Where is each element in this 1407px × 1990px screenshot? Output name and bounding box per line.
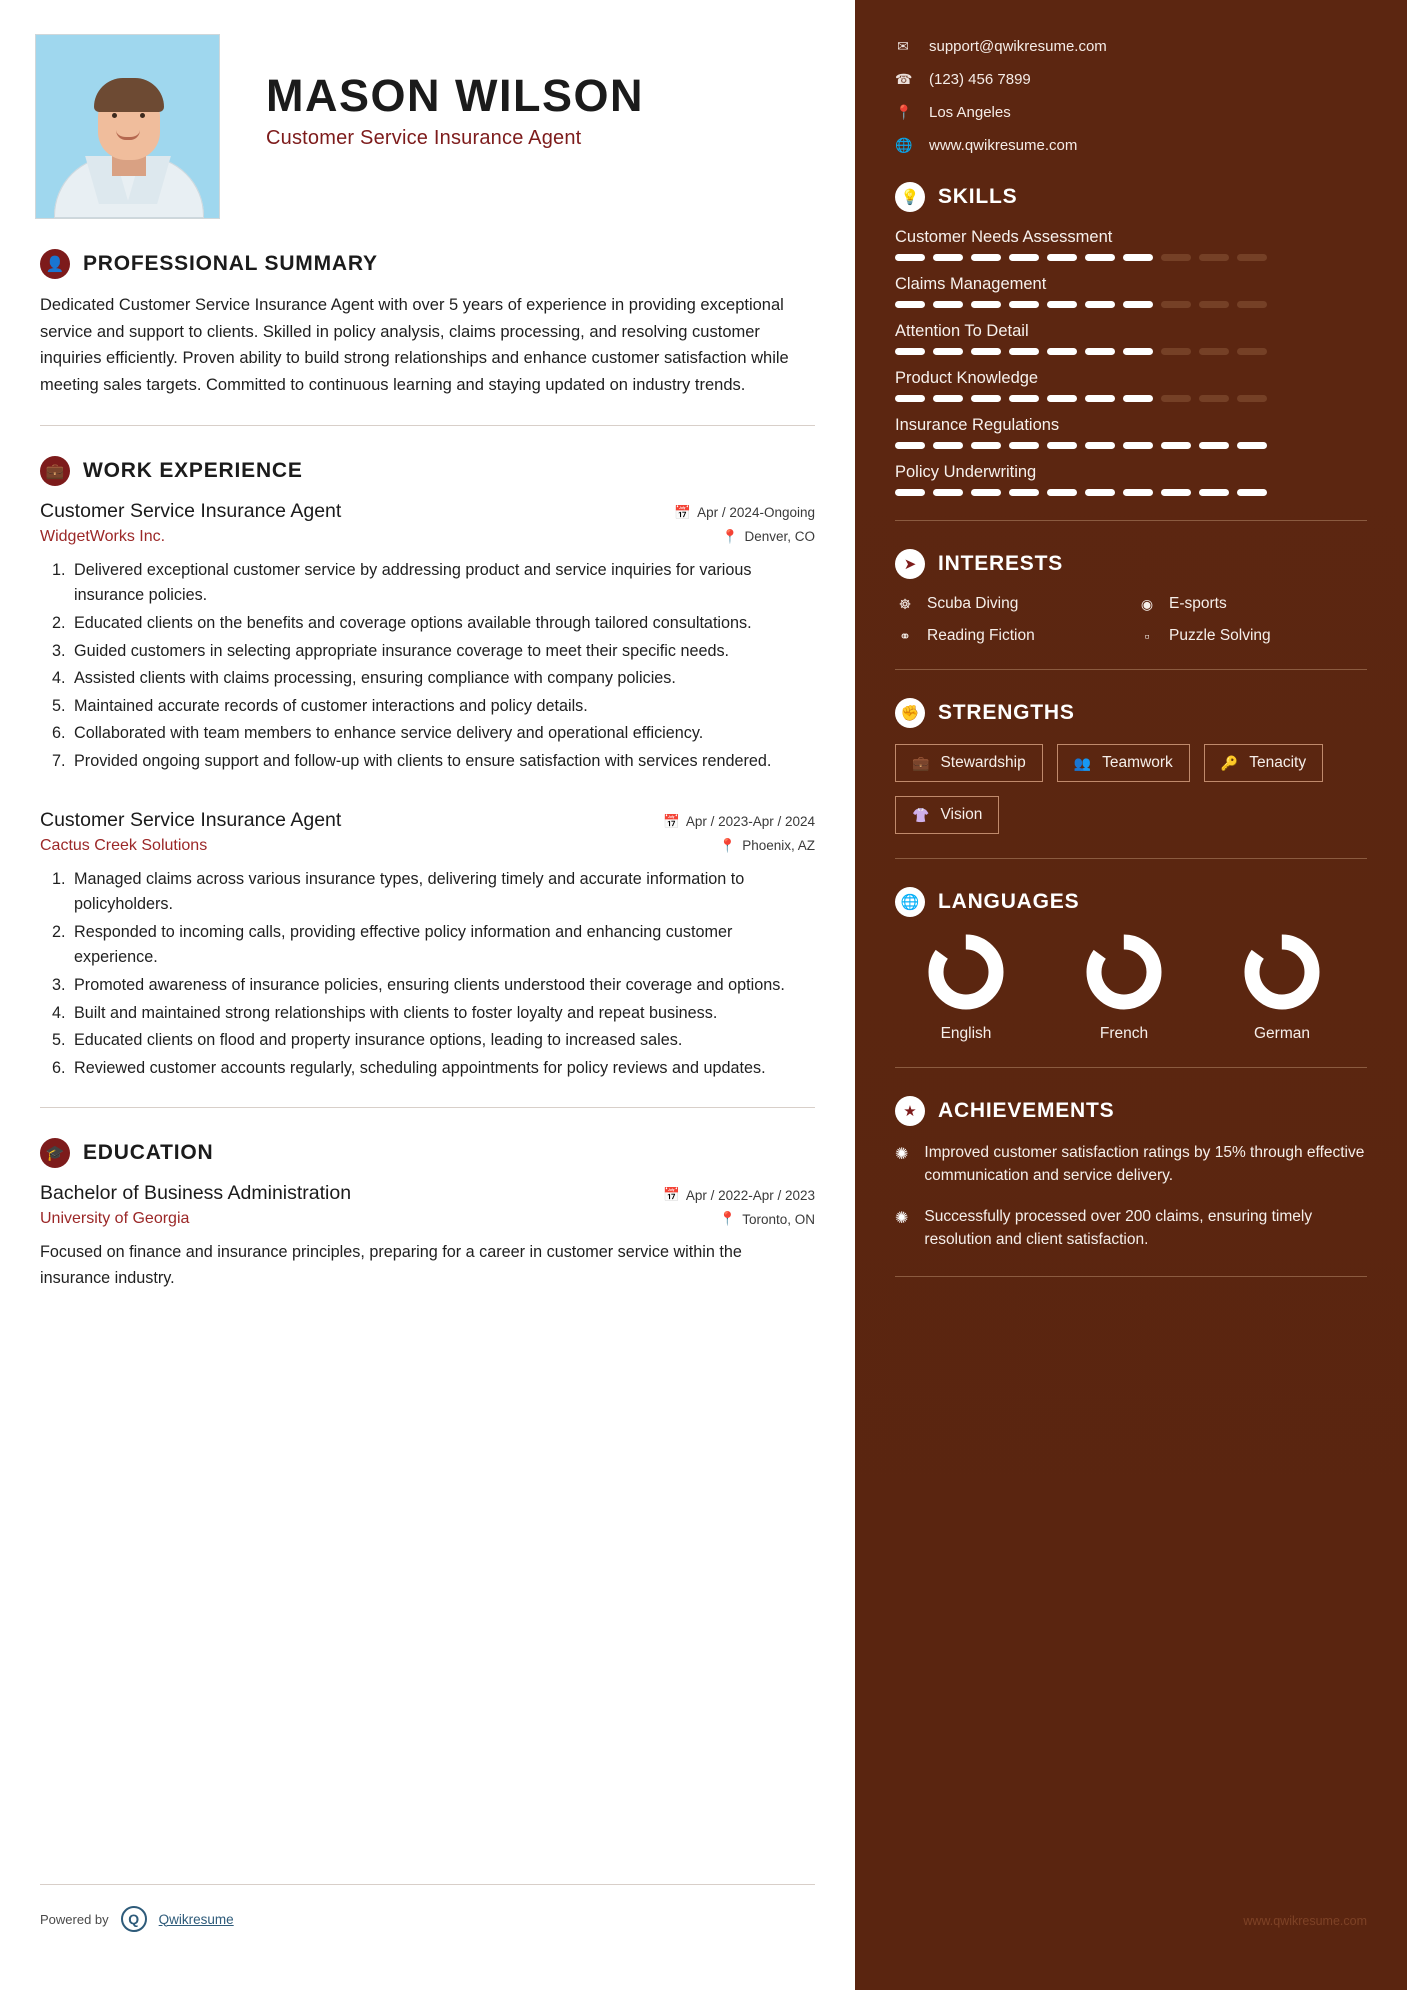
calendar-icon: 📅 [674,504,692,520]
qwikresume-logo-icon: Q [121,1906,147,1932]
resume-header [40,28,815,219]
skill-item [895,416,1367,449]
list-item: 4. Built and maintained strong relationships with clients to foster loyalty and repeat business. [70,1001,815,1027]
powered-by-label: Powered by [40,1911,109,1927]
skill-label: Policy Underwriting [895,463,1037,481]
section-header [895,182,1367,212]
skill-rating [895,489,1367,496]
page-title: MASON WILSON [266,70,644,121]
job-role: Customer Service Insurance Agent [40,499,342,522]
skill-item [895,228,1367,261]
language-progress-ring [927,933,1005,1011]
divider [40,1107,815,1108]
location-pin-icon: 📍 [721,528,739,544]
location-pin-icon: 📍 [895,104,913,120]
job-bullets [40,558,815,775]
language-progress-ring [1243,933,1321,1011]
interest-item: ☸ Scuba Diving [895,595,1125,613]
section-title: EDUCATION [83,1141,214,1165]
contact-list [895,38,1367,154]
lightbulb-icon: 💡 [895,182,925,212]
language-item [1063,933,1185,1043]
skill-item [895,369,1367,402]
work-entry [40,809,815,1082]
language-label: French [1099,1025,1149,1042]
skill-label: Attention To Detail [895,322,1029,340]
location-pin-icon: 📍 [719,837,737,853]
education-description: Focused on finance and insurance principles, preparing for a career in customer service within the insurance industry. [40,1243,742,1287]
education-location: 📍 Toronto, ON [719,1211,815,1227]
section-achievements [895,1096,1367,1252]
summary-text: Dedicated Customer Service Insurance Agent with over 5 years of experience in providing exceptional service and support to clients. Skilled in policy analysis, claims processing, and resolving customer inquiries efficiently. Proven ability to build strong relationships and enhance customer satisfaction while meeting sales targets. Committed to continuous learning and staying updated on industry trends. [40,296,789,395]
globe-icon: 🌐 [895,137,913,153]
skill-label: Claims Management [895,275,1047,293]
education-entry [40,1182,815,1291]
contact-phone[interactable]: ☎ (123) 456 7899 [895,71,1031,88]
interest-item: ◉ E-sports [1137,595,1367,613]
section-header [895,549,1367,579]
watermark: www.qwikresume.com [1243,1914,1367,1928]
interest-item: ⚭ Reading Fiction [895,627,1125,645]
scuba-icon: ☸ [898,595,912,612]
section-header [40,1138,815,1168]
strength-item: 🔑 Tenacity [1204,744,1323,782]
section-title: SKILLS [938,185,1018,208]
briefcase-icon: 💼 [40,456,70,486]
section-header [40,456,815,486]
divider [895,520,1367,521]
section-header [895,887,1367,917]
contact-website[interactable]: 🌐 www.qwikresume.com [895,137,1078,154]
footer [40,1906,815,1932]
medal-icon: ✺ [895,1209,909,1227]
skill-rating [895,442,1367,449]
job-title: Customer Service Insurance Agent [266,127,582,150]
contact-email[interactable]: ✉ support@qwikresume.com [895,38,1367,55]
section-header [40,249,815,279]
work-entry [40,500,815,775]
job-role: Customer Service Insurance Agent [40,808,342,831]
section-interests [895,549,1367,645]
calendar-icon: 📅 [663,813,680,829]
medal-icon: ✺ [895,1146,909,1163]
job-location: 📍 Denver, CO [721,528,815,545]
binoculars-icon: 👚 [912,806,930,823]
skill-item [895,463,1367,496]
achievement-item: ✺ Improved customer satisfaction ratings by 15% through effective communication and service delivery. [895,1142,1367,1188]
section-education [40,1138,815,1291]
star-icon: ★ [895,1096,925,1126]
achievement-item: ✺ Successfully processed over 200 claims, ensuring timely resolution and client satisfaction. [895,1206,1367,1252]
list-item: 2. Responded to incoming calls, providing effective policy information and enhancing customer experience. [70,920,815,971]
strength-item: 👥 Teamwork [1057,744,1190,782]
section-title: PROFESSIONAL SUMMARY [83,252,378,275]
translate-icon: 🌐 [895,887,925,917]
divider [895,858,1367,859]
degree-name: Bachelor of Business Administration [40,1182,352,1205]
section-title: ACHIEVEMENTS [938,1099,1115,1122]
strength-item: 👚 Vision [895,796,999,834]
interest-item: ▫ Puzzle Solving [1137,627,1367,645]
section-header [895,1096,1367,1126]
list-item: 7. Provided ongoing support and follow-up with clients to ensure satisfaction with services rendered. [70,749,815,775]
job-company: WidgetWorks Inc. [40,527,166,545]
glasses-icon: ⚭ [899,627,911,644]
divider [895,669,1367,670]
skill-label: Insurance Regulations [895,416,1060,434]
calendar-icon: 📅 [663,1187,680,1203]
paper-plane-icon: ➤ [895,549,925,579]
strength-item: 💼 Stewardship [895,744,1043,782]
divider [40,425,815,426]
envelope-icon: ✉ [897,38,909,54]
language-item [905,933,1027,1043]
skill-label: Customer Needs Assessment [895,228,1113,246]
section-title: LANGUAGES [938,890,1080,913]
list-item: 1. Delivered exceptional customer service by addressing product and service inquiries for various insurance policies. [70,558,815,609]
key-icon: 🔑 [1220,754,1239,771]
job-bullets [40,867,815,1082]
section-skills [895,182,1367,496]
skill-item [895,275,1367,308]
job-dates: 📅 Apr / 2024-Ongoing [674,504,815,521]
skill-rating [895,348,1367,355]
avatar [35,34,220,219]
skill-rating [895,301,1367,308]
skill-item [895,322,1367,355]
skill-rating [895,395,1367,402]
phone-icon: ☎ [895,71,913,87]
section-strengths [895,698,1367,834]
section-languages [895,887,1367,1043]
puzzle-icon: ▫ [1144,628,1150,644]
location-pin-icon: 📍 [719,1211,737,1227]
list-item: 4. Assisted clients with claims processing, ensuring compliance with company policies. [70,666,815,692]
list-item: 1. Managed claims across various insurance types, delivering timely and accurate information to policyholders. [70,867,815,918]
section-title: STRENGTHS [938,701,1075,724]
languages-list [895,933,1367,1043]
name-block [220,34,644,150]
list-item: 3. Promoted awareness of insurance policies, ensuring clients understood their coverage and options. [70,973,815,999]
qwikresume-link[interactable]: Qwikresume [158,1911,234,1927]
language-item [1221,933,1343,1043]
resume-sidebar [855,0,1407,1990]
education-dates: 📅 Apr / 2022-Apr / 2023 [663,1187,815,1203]
list-item: 3. Guided customers in selecting appropriate insurance coverage to meet their specific needs. [70,639,815,665]
esports-icon: ◉ [1140,595,1154,612]
section-work-experience [40,456,815,1082]
skill-label: Product Knowledge [895,369,1039,387]
list-item: 5. Educated clients on flood and property insurance options, leading to increased sales. [70,1028,815,1054]
language-progress-ring [1085,933,1163,1011]
school-name: University of Georgia [40,1210,190,1228]
divider [895,1067,1367,1068]
interests-list [895,595,1367,645]
list-item: 6. Collaborated with team members to enhance service delivery and operational efficiency. [70,721,815,747]
job-location: 📍 Phoenix, AZ [719,837,815,854]
language-label: German [1254,1025,1310,1042]
strengths-list [895,744,1367,834]
language-label: English [940,1025,992,1042]
graduation-cap-icon: 🎓 [40,1138,70,1168]
job-dates: 📅 Apr / 2023-Apr / 2024 [663,813,815,830]
job-company: Cactus Creek Solutions [40,836,208,854]
list-item: 5. Maintained accurate records of customer interactions and policy details. [70,694,815,720]
contact-location: 📍 Los Angeles [895,104,1011,121]
list-item: 2. Educated clients on the benefits and coverage options available through tailored consultations. [70,611,815,637]
list-item: 6. Reviewed customer accounts regularly, scheduling appointments for policy reviews and updates. [70,1056,815,1082]
briefcase-icon: 💼 [912,754,930,771]
user-icon: 👤 [40,249,70,279]
section-title: INTERESTS [938,552,1064,575]
section-title: WORK EXPERIENCE [83,458,303,482]
section-header [895,698,1367,728]
fist-icon: ✊ [895,698,925,728]
skill-rating [895,254,1367,261]
team-icon: 👥 [1073,754,1092,771]
divider [895,1276,1367,1277]
section-professional-summary [40,249,815,399]
